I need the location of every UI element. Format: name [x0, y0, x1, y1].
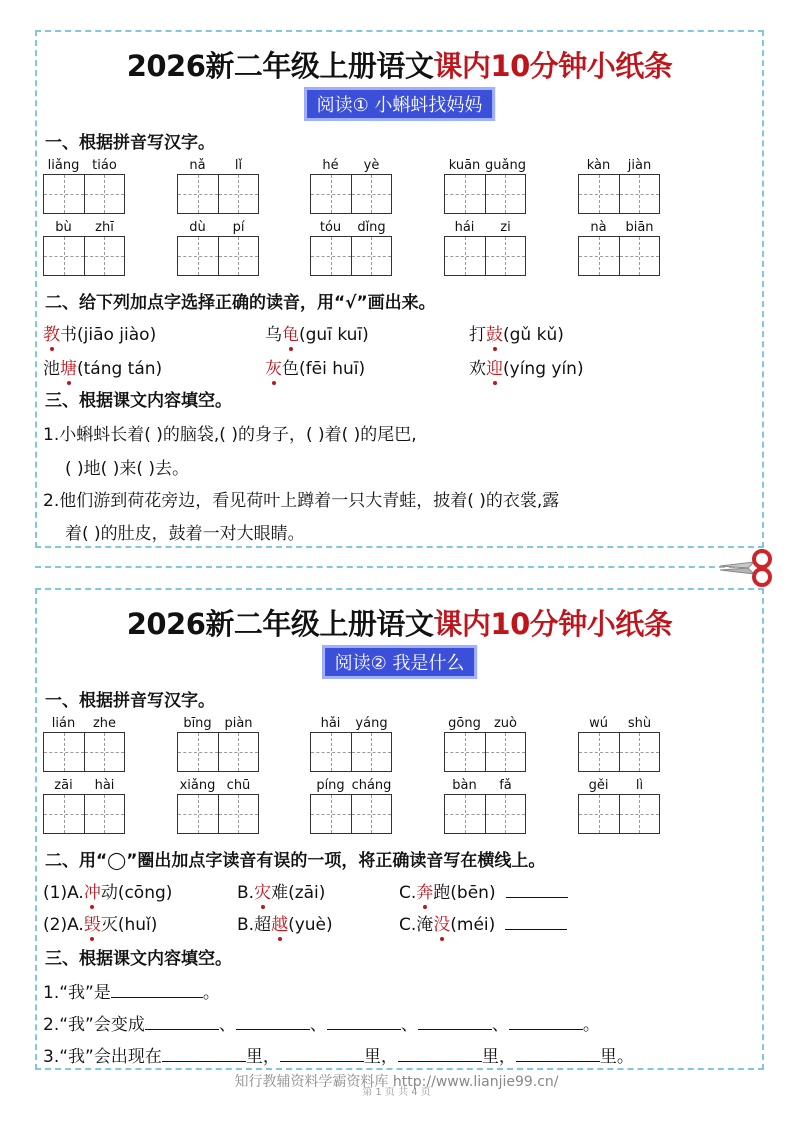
pinyin-label: píng cháng [316, 778, 392, 793]
section-heading: 一、根据拼音写汉字。 [45, 133, 215, 153]
writing-cell[interactable] [579, 795, 619, 833]
reading-option: (1)A.冲动(cōng) [43, 883, 173, 903]
reading-choice: 打鼓(gǔ kǔ) [469, 325, 564, 345]
writing-cell[interactable] [619, 175, 660, 213]
writing-box-pair[interactable] [43, 236, 125, 276]
reading-option: C.淹没(méi) [399, 910, 567, 935]
writing-cell[interactable] [351, 795, 392, 833]
reading-choice: 教书(jiāo jiào) [43, 325, 157, 345]
worksheet-2 [35, 588, 764, 1070]
pinyin-label: bàn fǎ [452, 778, 512, 793]
writing-cell[interactable] [44, 175, 84, 213]
answer-blank[interactable] [145, 1013, 219, 1030]
worksheet-title [37, 44, 762, 85]
reading-option: (2)A.毁灭(huǐ) [43, 915, 158, 935]
page-number: 第 1 页 共 4 页 [362, 1087, 431, 1098]
writing-box-pair[interactable] [43, 794, 125, 834]
reading-badge: 阅读② 我是什么 [322, 645, 478, 679]
writing-cell[interactable] [311, 175, 351, 213]
writing-box-pair[interactable] [43, 732, 125, 772]
answer-blank[interactable] [505, 913, 567, 930]
answer-blank[interactable] [516, 1045, 600, 1062]
writing-box-pair[interactable] [444, 794, 526, 834]
writing-cell[interactable] [84, 733, 125, 771]
writing-box-pair[interactable] [444, 236, 526, 276]
writing-cell[interactable] [445, 795, 485, 833]
worksheet-title [37, 602, 762, 643]
writing-cell[interactable] [178, 237, 218, 275]
writing-box-pair[interactable] [578, 174, 660, 214]
answer-blank[interactable] [280, 1045, 364, 1062]
worksheet-1 [35, 30, 764, 548]
fill-blank-line: 2.“我”会变成 、 、 、 、 。 [43, 1015, 600, 1035]
writing-cell[interactable] [218, 795, 259, 833]
writing-box-pair[interactable] [177, 794, 259, 834]
writing-box-pair[interactable] [310, 732, 392, 772]
section-heading: 二、用“◯”圈出加点字读音有误的一项，将正确读音写在横线上。 [45, 851, 546, 871]
pinyin-label: xiǎng chū [179, 778, 251, 793]
section-heading: 三、根据课文内容填空。 [45, 391, 232, 411]
answer-blank[interactable] [327, 1013, 401, 1030]
writing-box-pair[interactable] [177, 236, 259, 276]
writing-cell[interactable] [84, 795, 125, 833]
title-highlight: 课内10分钟小纸条 [433, 607, 673, 641]
reading-option: C.奔跑(bēn) [399, 878, 568, 903]
cut-line [35, 566, 735, 568]
section-heading: 一、根据拼音写汉字。 [45, 691, 215, 711]
writing-box-pair[interactable] [43, 174, 125, 214]
pinyin-label: liǎng tiáo [47, 158, 117, 173]
writing-box-pair[interactable] [444, 174, 526, 214]
writing-cell[interactable] [619, 733, 660, 771]
pinyin-label: gěi lì [588, 778, 644, 793]
scissors-icon [718, 548, 778, 588]
writing-cell[interactable] [218, 175, 259, 213]
writing-box-pair[interactable] [578, 732, 660, 772]
answer-blank[interactable] [398, 1045, 482, 1062]
writing-cell[interactable] [84, 237, 125, 275]
pinyin-label: lián zhe [51, 716, 117, 731]
writing-cell[interactable] [351, 733, 392, 771]
pinyin-label: kàn jiàn [586, 158, 652, 173]
fill-blank-line: 着( )的肚皮，鼓着一对大眼睛。 [65, 524, 305, 544]
writing-cell[interactable] [44, 733, 84, 771]
reading-choice: 乌龟(guī kuī) [265, 325, 369, 345]
answer-blank[interactable] [506, 881, 568, 898]
fill-blank-line: 1.小蝌蚪长着( )的脑袋,( )的身子，( )着( )的尾巴, [43, 425, 417, 445]
writing-cell[interactable] [445, 175, 485, 213]
writing-cell[interactable] [619, 795, 660, 833]
writing-cell[interactable] [485, 175, 526, 213]
reading-choice: 欢迎(yíng yín) [469, 359, 584, 379]
pinyin-label: tóu dǐng [319, 220, 386, 235]
footer-watermark: 知行教辅资料学霸资料库 http://www.lianjie99.cn/ [234, 1074, 559, 1090]
pinyin-label: hé yè [322, 158, 380, 173]
writing-cell[interactable] [445, 237, 485, 275]
writing-cell[interactable] [485, 733, 526, 771]
section-heading: 三、根据课文内容填空。 [45, 949, 232, 969]
pinyin-label: hǎi yáng [320, 716, 388, 731]
pinyin-label: wú shù [589, 716, 652, 731]
reading-badge: 阅读① 小蝌蚪找妈妈 [304, 87, 496, 121]
reading-choice: 池塘(táng tán) [43, 359, 163, 379]
writing-cell[interactable] [311, 733, 351, 771]
writing-cell[interactable] [351, 237, 392, 275]
writing-cell[interactable] [579, 237, 619, 275]
writing-cell[interactable] [44, 237, 84, 275]
title-main: 2026新二年级上册语文 [126, 49, 434, 83]
pinyin-label: dù pí [189, 220, 245, 235]
answer-blank[interactable] [162, 1045, 246, 1062]
pinyin-label: hái zi [454, 220, 511, 235]
writing-box-pair[interactable] [177, 732, 259, 772]
writing-cell[interactable] [619, 237, 660, 275]
fill-blank-line: 2.他们游到荷花旁边，看见荷叶上蹲着一只大青蛙，披着( )的衣裳,露 [43, 491, 560, 511]
answer-blank[interactable] [111, 981, 203, 998]
writing-cell[interactable] [351, 175, 392, 213]
title-main: 2026新二年级上册语文 [126, 607, 434, 641]
writing-cell[interactable] [178, 733, 218, 771]
writing-cell[interactable] [178, 795, 218, 833]
title-highlight: 课内10分钟小纸条 [433, 49, 673, 83]
writing-cell[interactable] [218, 237, 259, 275]
pinyin-label: nà biān [590, 220, 654, 235]
reading-option: B.灾难(zāi) [237, 883, 326, 903]
writing-box-pair[interactable] [310, 174, 392, 214]
writing-cell[interactable] [311, 237, 351, 275]
fill-blank-line: ( )地( )来( )去。 [65, 459, 190, 479]
fill-blank-line: 3.“我”会出现在 里， 里， 里， 里。 [43, 1047, 634, 1067]
pinyin-label: kuān guǎng [448, 158, 526, 173]
writing-cell[interactable] [485, 237, 526, 275]
pinyin-label: zāi hài [54, 778, 115, 793]
writing-cell[interactable] [44, 795, 84, 833]
writing-box-pair[interactable] [578, 236, 660, 276]
writing-cell[interactable] [445, 733, 485, 771]
writing-cell[interactable] [485, 795, 526, 833]
pinyin-label: gōng zuò [448, 716, 518, 731]
writing-cell[interactable] [311, 795, 351, 833]
writing-box-pair[interactable] [310, 794, 392, 834]
writing-box-pair[interactable] [444, 732, 526, 772]
writing-cell[interactable] [579, 733, 619, 771]
writing-cell[interactable] [178, 175, 218, 213]
pinyin-label: nǎ lǐ [189, 158, 243, 173]
reading-choice: 灰色(fēi huī) [265, 359, 366, 379]
writing-cell[interactable] [579, 175, 619, 213]
writing-cell[interactable] [218, 733, 259, 771]
pinyin-label: bīng piàn [183, 716, 253, 731]
answer-blank[interactable] [236, 1013, 310, 1030]
writing-box-pair[interactable] [578, 794, 660, 834]
answer-blank[interactable] [509, 1013, 583, 1030]
fill-blank-line: 1.“我”是 。 [43, 983, 220, 1003]
pinyin-label: bù zhī [55, 220, 114, 235]
writing-box-pair[interactable] [177, 174, 259, 214]
reading-option: B.超越(yuè) [237, 915, 333, 935]
writing-box-pair[interactable] [310, 236, 392, 276]
section-heading: 二、给下列加点字选择正确的读音，用“√”画出来。 [45, 293, 436, 313]
answer-blank[interactable] [418, 1013, 492, 1030]
writing-cell[interactable] [84, 175, 125, 213]
